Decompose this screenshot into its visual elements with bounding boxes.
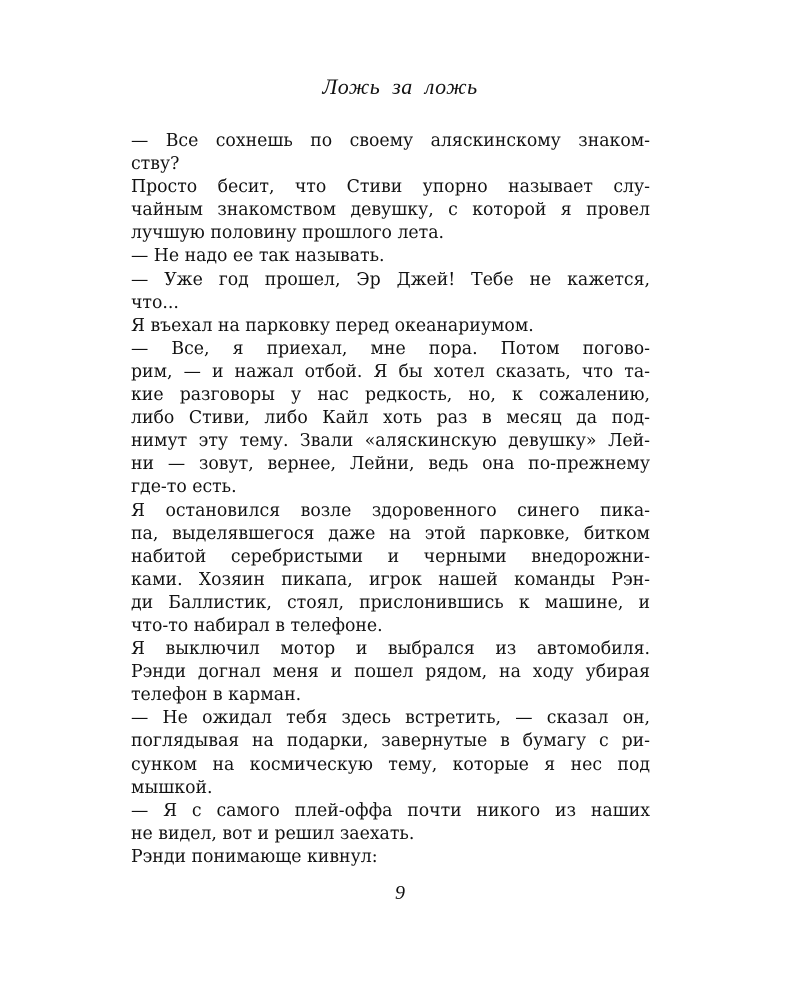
- text-line: нимут эту тему. Звали «аляскинскую девушку» Лей-: [131, 431, 650, 452]
- text-line: па, выделявшегося даже на этой парковке, битком: [131, 523, 650, 544]
- text-line: что...: [131, 292, 179, 313]
- text-line: — Уже год прошел, Эр Джей! Тебе не кажется,: [131, 269, 650, 290]
- text-line: где-то есть.: [131, 477, 237, 498]
- text-line: — Я с самого плей-оффа почти никого из наших: [131, 800, 650, 821]
- text-line: Я въехал на парковку перед океанариумом.: [131, 315, 534, 336]
- text-line: — Не надо ее так называть.: [131, 246, 385, 267]
- text-line: — Все, я приехал, мне пора. Потом погово-: [131, 338, 650, 359]
- body-text: [131, 130, 650, 869]
- page-number: 9: [395, 882, 405, 904]
- text-line: Я остановился возле здоровенного синего пика-: [131, 500, 650, 521]
- text-line: Я выключил мотор и выбрался из автомобиля.: [131, 639, 650, 660]
- text-line: лучшую половину прошлого лета.: [131, 223, 445, 244]
- text-line: чайным знакомством девушку, с которой я провел: [131, 200, 650, 221]
- text-line: ству?: [131, 154, 180, 175]
- text-line: телефон в карман.: [131, 685, 302, 706]
- text-line: не видел, вот и решил заехать.: [131, 823, 415, 844]
- text-line: поглядывая на подарки, завернутые в бумагу с ри-: [131, 731, 650, 752]
- text-line: что-то набирал в телефоне.: [131, 615, 383, 636]
- text-line: набитой серебристыми и черными внедорожни-: [131, 546, 650, 567]
- text-line: Рэнди понимающе кивнул:: [131, 846, 378, 867]
- text-line: ками. Хозяин пикапа, игрок нашей команды Рэн-: [131, 569, 650, 590]
- text-line: — Все сохнешь по своему аляскинскому знаком-: [131, 131, 650, 151]
- text-line: Рэнди догнал меня и пошел рядом, на ходу убирая: [131, 662, 650, 683]
- text-line: Просто бесит, что Стиви упорно называет слу-: [131, 177, 650, 198]
- running-title: Ложь за ложь: [322, 74, 478, 99]
- text-line: либо Стиви, либо Кайл хоть раз в месяц да под-: [131, 408, 650, 429]
- text-line: рим, — и нажал отбой. Я бы хотел сказать, что та-: [131, 361, 650, 382]
- text-line: сунком на космическую тему, которые я нес под: [131, 754, 650, 775]
- text-line: мышкой.: [131, 777, 213, 798]
- text-line: ди Баллистик, стоял, прислонившись к машине, и: [131, 592, 650, 613]
- text-line: кие разговоры у нас редкость, но, к сожалению,: [131, 385, 650, 406]
- text-line: ни — зовут, вернее, Лейни, ведь она по-прежнему: [131, 454, 650, 475]
- text-line: — Не ожидал тебя здесь встретить, — сказал он,: [131, 708, 650, 729]
